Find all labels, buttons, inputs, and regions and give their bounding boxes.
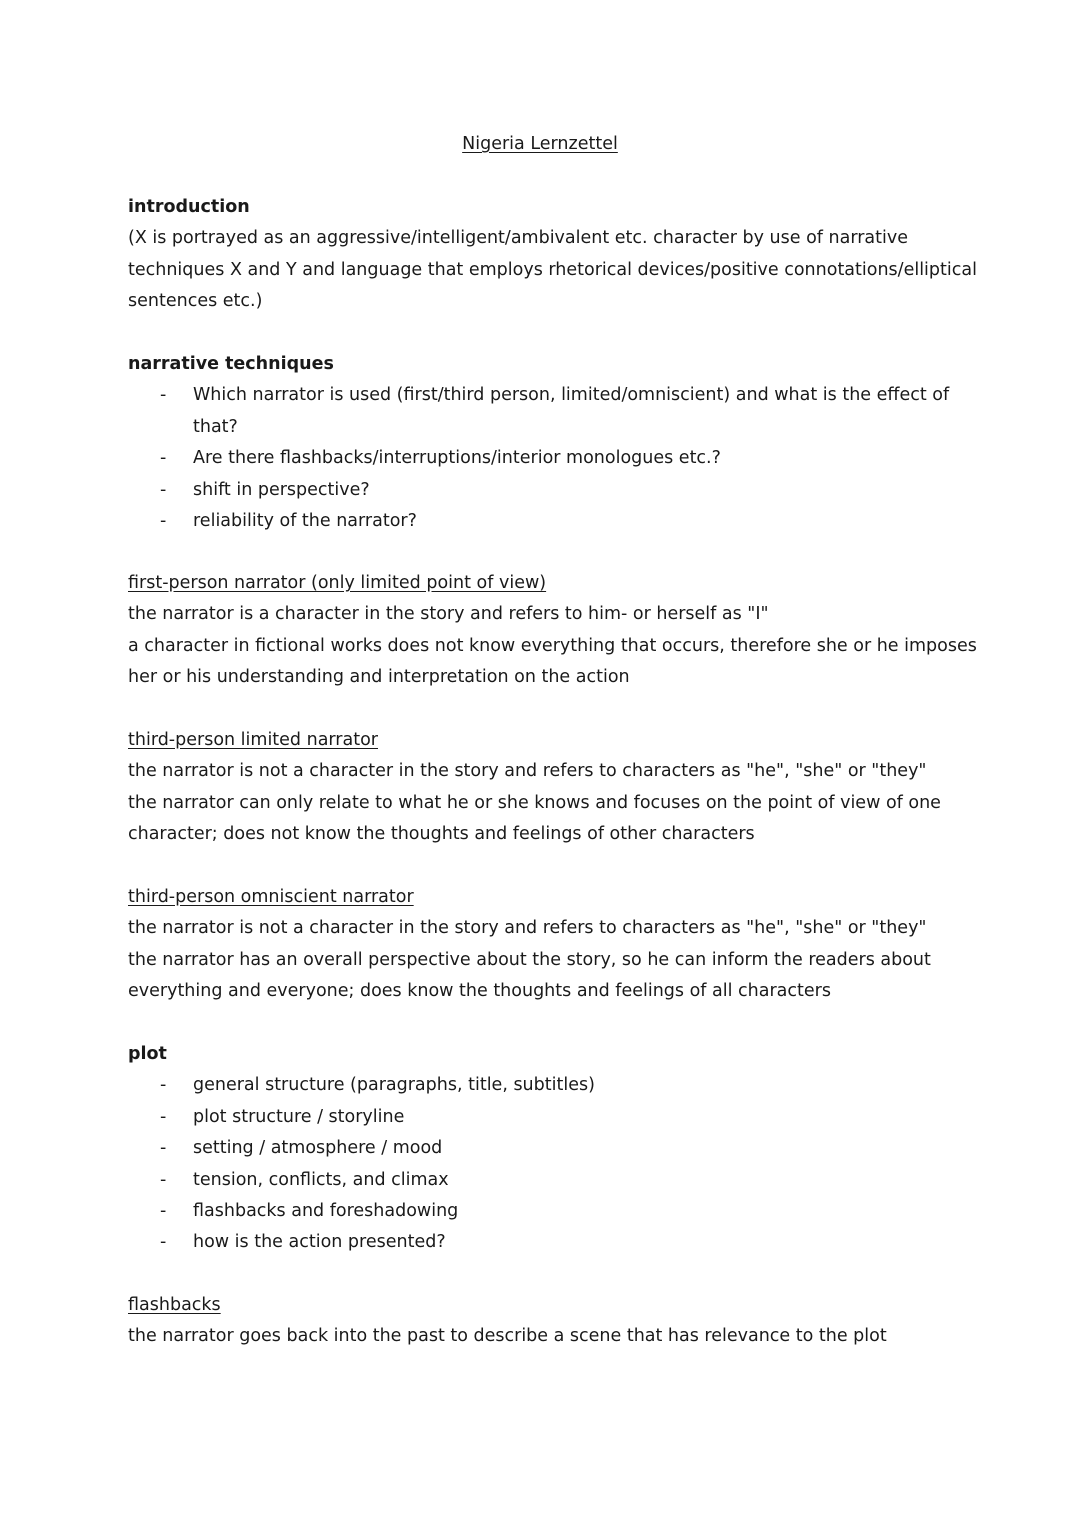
subheading-third-person-omniscient: third-person omniscient narrator <box>128 887 414 907</box>
section-plot <box>128 1039 948 1259</box>
section-introduction <box>128 192 977 318</box>
text-line: (X is portrayed as an aggressive/intelligent/ambivalent etc. character by use of narrative <box>128 228 908 249</box>
text-line: the narrator can only relate to what he or she knows and focuses on the point of view of one <box>128 792 941 813</box>
text-line: the narrator goes back into the past to describe a scene that has relevance to the plot <box>128 1326 887 1347</box>
bullet-dash: - <box>160 511 167 532</box>
third-limited-paragraph <box>128 756 948 850</box>
text-line: the narrator has an overall perspective about the story, so he can inform the readers about <box>128 949 931 970</box>
section-first-person-narrator <box>128 568 977 694</box>
subheading-flashbacks: flashbacks <box>128 1295 221 1315</box>
text-line: techniques X and Y and language that employs rhetorical devices/positive connotations/elliptical <box>128 259 977 280</box>
list-item-text: plot structure / storyline <box>193 1106 405 1127</box>
list-item-text: Are there flashbacks/interruptions/interior monologues etc.? <box>193 448 721 469</box>
bullet-dash: - <box>160 1138 167 1159</box>
list-item <box>128 1070 948 1101</box>
text-line: the narrator is a character in the story and refers to him- or herself as "I" <box>128 604 769 625</box>
text-line: her or his understanding and interpretation on the action <box>128 667 630 688</box>
text-line: sentences etc.) <box>128 291 263 312</box>
list-item <box>128 475 948 506</box>
bullet-dash: - <box>160 1201 167 1222</box>
bullet-dash: - <box>160 479 167 500</box>
text-line: everything and everyone; does know the thoughts and feelings of all characters <box>128 981 831 1002</box>
flashbacks-paragraph <box>128 1321 948 1352</box>
list-item-text: flashbacks and foreshadowing <box>193 1201 459 1222</box>
first-person-paragraph <box>128 599 977 693</box>
list-item-text: Which narrator is used (first/third person, limited/omniscient) and what is the effect of <box>193 385 950 406</box>
list-item <box>128 1165 948 1196</box>
text-line: a character in fictional works does not know everything that occurs, therefore she or he imposes <box>128 635 977 656</box>
list-item-text: shift in perspective? <box>193 479 370 500</box>
list-item <box>128 506 948 537</box>
list-item <box>128 1102 948 1133</box>
section-third-person-omniscient <box>128 882 948 1008</box>
list-item-text-continued: that? <box>193 416 238 437</box>
section-narrative-techniques <box>128 349 948 537</box>
bullet-dash: - <box>160 385 167 406</box>
list-item-text: tension, conflicts, and climax <box>193 1169 449 1190</box>
list-item <box>128 1196 948 1227</box>
bullet-dash: - <box>160 1232 167 1253</box>
list-item-text: how is the action presented? <box>193 1232 446 1253</box>
list-item <box>128 1227 948 1258</box>
bullet-dash: - <box>160 448 167 469</box>
third-omniscient-paragraph <box>128 913 948 1007</box>
list-item-text: reliability of the narrator? <box>193 511 417 532</box>
plot-list <box>128 1070 948 1258</box>
section-heading-plot: plot <box>128 1044 167 1064</box>
bullet-dash: - <box>160 1106 167 1127</box>
subheading-third-person-limited: third-person limited narrator <box>128 730 378 750</box>
page-title: Nigeria Lernzettel <box>462 134 618 154</box>
introduction-paragraph <box>128 223 977 317</box>
narrative-techniques-list <box>128 380 948 537</box>
text-line: the narrator is not a character in the story and refers to characters as "he", "she" or "they" <box>128 761 927 782</box>
subheading-first-person-narrator: first-person narrator (only limited point of view) <box>128 573 547 593</box>
section-third-person-limited <box>128 725 948 851</box>
list-item <box>128 380 948 443</box>
section-heading-narrative-techniques: narrative techniques <box>128 354 334 374</box>
text-line: the narrator is not a character in the story and refers to characters as "he", "she" or "they" <box>128 918 927 939</box>
list-item <box>128 443 948 474</box>
list-item-text: general structure (paragraphs, title, subtitles) <box>193 1075 595 1096</box>
section-flashbacks <box>128 1290 948 1353</box>
text-line: character; does not know the thoughts and feelings of other characters <box>128 824 755 845</box>
list-item-text: setting / atmosphere / mood <box>193 1138 443 1159</box>
list-item <box>128 1133 948 1164</box>
section-heading-introduction: introduction <box>128 197 250 217</box>
bullet-dash: - <box>160 1075 167 1096</box>
bullet-dash: - <box>160 1169 167 1190</box>
